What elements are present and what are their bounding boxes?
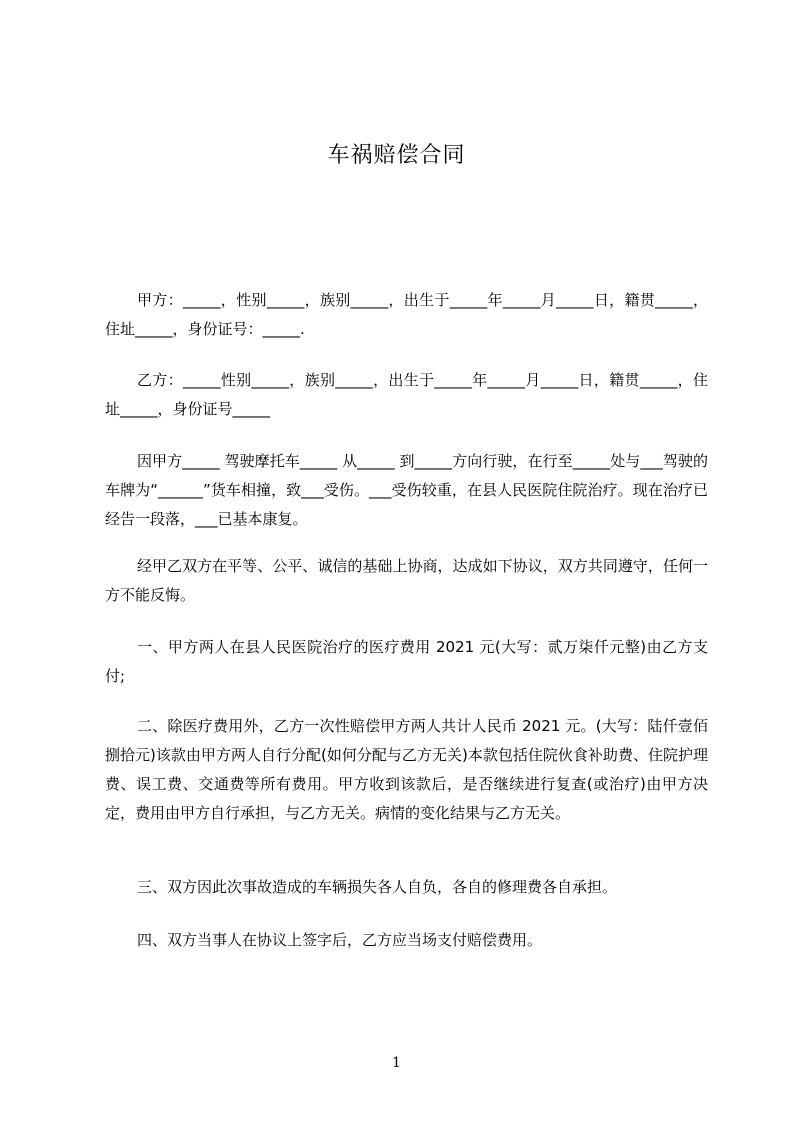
accident-description-paragraph: 因甲方_____ 驾驶摩托车_____ 从_____ 到_____方向行驶，在行至_____处与___驾驶的车牌为“______”货车相撞，致___受伤。___受伤较重，在县人民医院住院治疗。现在治疗已经告一段落，___已基本康复。 xyxy=(105,452,708,528)
party-a-paragraph: 甲方：_____，性别_____，族别_____，出生于_____年_____月_____日，籍贯_____，住址_____，身份证号：_____. xyxy=(105,291,708,338)
clause-two-paragraph: 二、除医疗费用外，乙方一次性赔偿甲方两人共计人民币 2021 元。(大写：陆仟壹佰捌拾元)该款由甲方两人自行分配(如何分配与乙方无关)本款包括住院伙食补助费、住院护理费、误工费、交通费等所有费用。甲方收到该款后，是否继续进行复查(或治疗)由甲方决定，费用由甲方自行承担，与乙方无关。病情的变化结果与乙方无关。 xyxy=(105,717,708,822)
clause-three-paragraph: 三、双方因此次事故造成的车辆损失各人自负，各自的修理费各自承担。 xyxy=(137,878,618,896)
party-b-paragraph: 乙方：_____性别_____，族别_____，出生于_____年_____月_____日，籍贯_____，住址_____，身份证号_____ xyxy=(105,371,708,418)
clause-four-paragraph: 四、双方当事人在协议上签字后，乙方应当场支付赔偿费用。 xyxy=(137,931,543,949)
page-number: 1 xyxy=(392,1055,401,1071)
clause-one-paragraph: 一、甲方两人在县人民医院治疗的医疗费用 2021 元(大写：贰万柒仟元整)由乙方支付; xyxy=(105,638,708,685)
agreement-intro-paragraph: 经甲乙双方在平等、公平、诚信的基础上协商，达成如下协议，双方共同遵守，任何一方不能反悔。 xyxy=(105,557,708,604)
document-title: 车祸赔偿合同 xyxy=(327,143,466,168)
